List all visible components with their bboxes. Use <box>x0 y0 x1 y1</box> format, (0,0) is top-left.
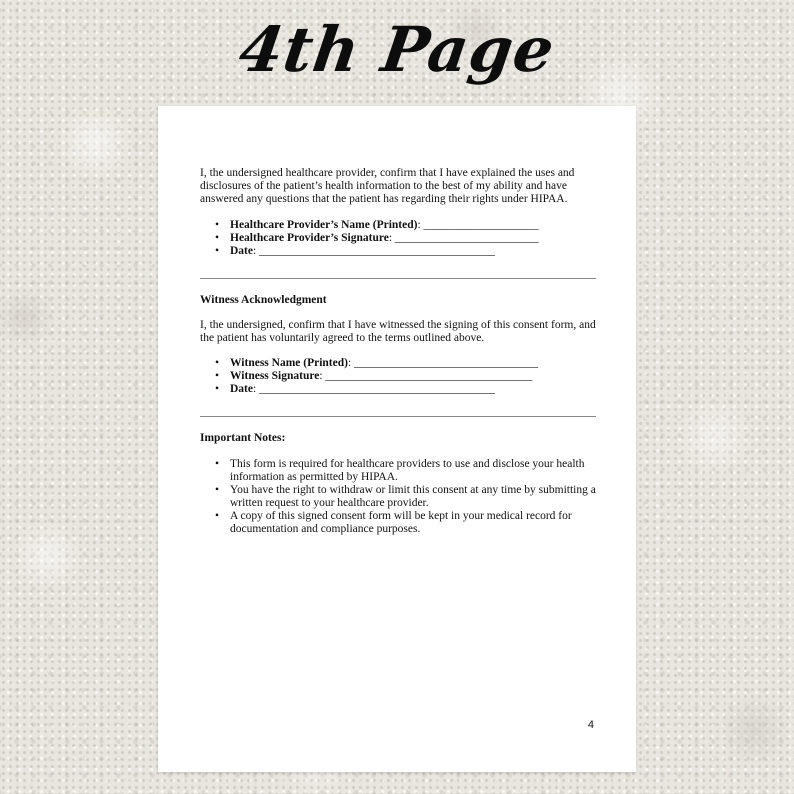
provider-date-line: : _________________________________________ <box>253 245 495 257</box>
section-divider <box>200 416 596 417</box>
note-item: • You have the right to withdraw or limit this consent at any time by submitting a written request to your healthcare provider. <box>230 484 596 510</box>
provider-statement: I, the undersigned healthcare provider, confirm that I have explained the uses and disclosures of the patient’s health information to the best of my ability and have answered any questions that the patient has regarding their rights under HIPAA. <box>200 167 575 205</box>
page-number: 4 <box>587 719 594 731</box>
witness-signature-field <box>230 370 596 383</box>
witness-signature-line: : ____________________________________ <box>319 370 533 382</box>
note-item: • A copy of this signed consent form will be kept in your medical record for documentation and compliance purposes. <box>230 510 596 536</box>
witness-section-title: Witness Acknowledgment <box>200 294 327 306</box>
provider-signature-line: : _________________________ <box>388 232 539 244</box>
provider-date-label: Date <box>230 245 253 257</box>
provider-name-line: : ____________________ <box>417 219 539 231</box>
note-item: • This form is required for healthcare providers to use and disclose your health information as permitted by HIPAA. <box>230 458 596 484</box>
document-page <box>158 106 636 772</box>
provider-signature-label: Healthcare Provider’s Signature <box>230 232 389 244</box>
notes-section-title: Important Notes: <box>200 432 286 444</box>
witness-date-line: : _________________________________________ <box>253 383 495 395</box>
witness-name-field <box>230 357 596 370</box>
page-content <box>200 167 596 536</box>
witness-date-label: Date <box>230 383 253 395</box>
witness-date-field <box>230 383 596 396</box>
page-heading: 4th Page <box>234 13 560 86</box>
provider-name-field <box>230 219 596 232</box>
provider-signature-field <box>230 232 596 245</box>
provider-fields-list <box>200 219 596 258</box>
witness-name-label: Witness Name (Printed) <box>230 357 348 369</box>
provider-name-label: Healthcare Provider’s Name (Printed) <box>230 219 418 231</box>
witness-signature-label: Witness Signature <box>230 370 320 382</box>
notes-list <box>200 458 596 536</box>
section-divider <box>200 278 596 279</box>
witness-fields-list <box>200 357 596 396</box>
witness-statement: I, the undersigned, confirm that I have witnessed the signing of this consent form, and the patient has voluntarily agreed to the terms outlined above. <box>200 319 596 344</box>
witness-name-line: : ________________________________ <box>347 357 539 369</box>
provider-date-field <box>230 245 596 258</box>
